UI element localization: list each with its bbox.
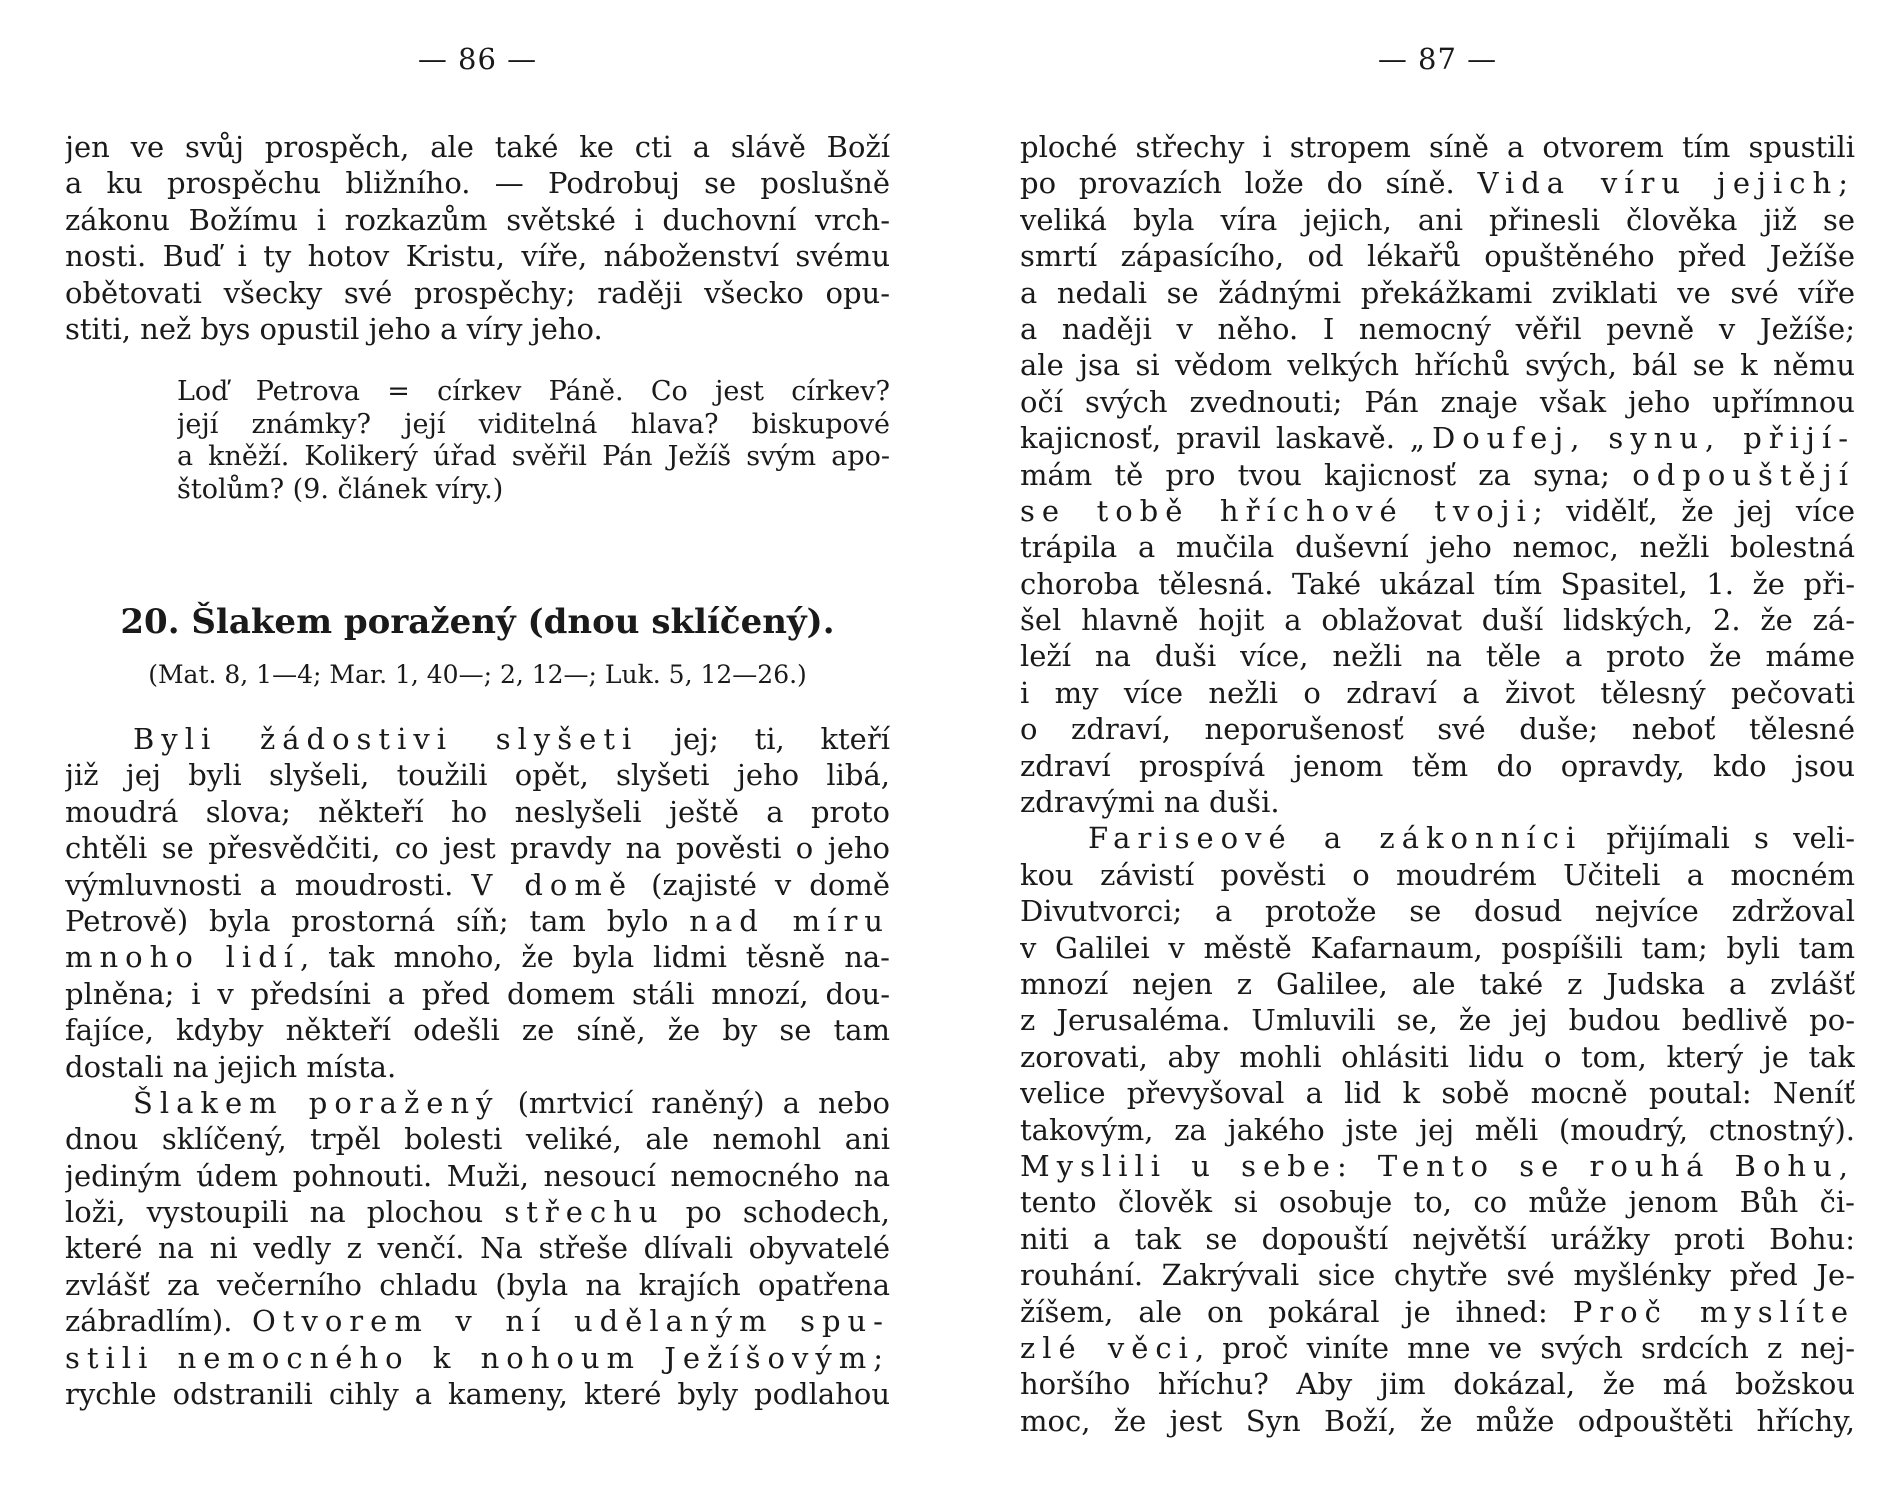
emphasis: Šlakem poražený xyxy=(133,1085,500,1120)
emphasis: „Doufej, synu, přijí- xyxy=(1409,421,1855,456)
left-main-text xyxy=(65,721,890,1412)
text-line xyxy=(1020,420,1855,456)
emphasis: Byli žádostivi slyšeti xyxy=(133,722,639,756)
text-span: (mrtvicí raněný) a nebo xyxy=(499,1085,890,1120)
text-span: mám tě pro tvou kajicnosť za syna; xyxy=(1020,457,1633,492)
section-title: 20. Šlakem poražený (dnou sklíčený). xyxy=(120,602,835,642)
text-line: které na ni vedly z venčí. Na střeše dlívali obyvatelé xyxy=(65,1231,890,1266)
text-line: z Jerusaléma. Umluvili se, že jej budou bedlivě po- xyxy=(1020,1003,1855,1038)
text-line: již jej byli slyšeli, toužili opět, slyšeti jeho libá, xyxy=(65,758,890,793)
text-line: Divutvorci; a protože se dosud nejvíce zdržoval xyxy=(1020,894,1855,929)
note-line: štolům? (9. článek víry.) xyxy=(177,473,504,505)
text-line: fajíce, kdyby někteří odešli ze síně, že by se tam xyxy=(65,1013,890,1048)
text-line xyxy=(1020,820,1855,856)
text-line: a ku prospěchu bližního. — Podrobuj se poslušně xyxy=(65,166,890,201)
text-span: po provazích lože do síně. xyxy=(1020,166,1478,201)
text-line: smrtí zápasícího, od lékařů opuštěného před Ježíše xyxy=(1020,239,1855,274)
text-line: nosti. Buď i ty hotov Kristu, víře, náboženství svému xyxy=(65,239,890,274)
text-line: jediným údem pohnouti. Muži, nesoucí nemocného na xyxy=(65,1158,890,1193)
text-line xyxy=(1020,1330,1855,1366)
text-line xyxy=(1020,457,1855,493)
text-line xyxy=(65,1194,890,1230)
text-line xyxy=(65,939,890,975)
text-line: kou závistí pověsti o moudrém Učiteli a mocném xyxy=(1020,857,1855,892)
emphasis: nad míru xyxy=(689,903,890,938)
text-line: niti a tak se dopouští největší urážky proti Bohu: xyxy=(1020,1221,1855,1256)
text-span: , tak mnoho, že byla lidmi těsně na- xyxy=(300,940,890,975)
text-line: rouhání. Zakrývali sice chytře své myšlénky před Je- xyxy=(1020,1258,1855,1293)
text-span: jej; ti, kteří xyxy=(638,722,890,756)
text-span: , proč viníte mne ve svých srdcích z nej- xyxy=(1194,1330,1855,1365)
text-line: o zdraví, neporušenosť své duše; neboť tělesné xyxy=(1020,712,1855,747)
text-line: dnou sklíčený, trpěl bolesti veliké, ale nemohl ani xyxy=(65,1122,890,1157)
text-line xyxy=(65,1303,890,1339)
text-line: chtěli se přesvědčiti, co jest pravdy na pověsti o jeho xyxy=(65,831,890,866)
right-page xyxy=(1020,0,1855,1500)
text-line: očí svých zvednouti; Pán znaje však jeho upřímnou xyxy=(1020,384,1855,419)
text-line xyxy=(65,903,890,939)
text-span: (zajisté v domě xyxy=(633,867,890,902)
text-line xyxy=(65,867,890,903)
text-span: výmluvnosti a moudrosti. xyxy=(65,867,472,902)
text-line: horšího hříchu? Aby jim dokázal, že má božskou xyxy=(1020,1367,1855,1402)
text-line: trápila a mučila duševní jeho nemoc, nežli bolestná xyxy=(1020,530,1855,565)
left-intro-paragraph xyxy=(65,129,890,347)
text-line: leží na duši více, nežli na těle a proto že máme xyxy=(1020,639,1855,674)
text-line: zákonu Božímu i rozkazům světské i duchovní vrch- xyxy=(65,202,890,237)
text-span: přijímali s veli- xyxy=(1582,821,1855,856)
text-line: zdravými na duši. xyxy=(1020,785,1280,820)
note-line: a kněží. Kolikerý úřad svěřil Pán Ježíš svým apo- xyxy=(177,441,890,472)
emphasis: Proč myslíte xyxy=(1572,1294,1855,1329)
text-line: plněna; i v předsíni a před domem stáli mnozí, dou- xyxy=(65,976,890,1011)
page-number-left: — 86 — xyxy=(417,42,538,76)
text-span: zábradlím). xyxy=(65,1304,253,1339)
emphasis: Fariseové a zákonníci xyxy=(1088,821,1583,856)
emphasis: mnoho lidí xyxy=(65,940,301,975)
text-line: zorovati, aby mohli ohlásiti lidu o tom, který je tak xyxy=(1020,1039,1855,1074)
text-line: obětovati všecky své prospěchy; raději všecko opu- xyxy=(65,275,890,310)
left-page xyxy=(65,0,890,1500)
text-line xyxy=(1020,1294,1855,1330)
text-line: a naději v něho. I nemocný věřil pevně v Ježíše; xyxy=(1020,311,1855,346)
section-references: (Mat. 8, 1—4; Mar. 1, 40—; 2, 12—; Luk. 5, 12—26.) xyxy=(148,660,807,689)
text-line: jen ve svůj prospěch, ale také ke cti a slávě Boží xyxy=(65,130,890,164)
text-line: zvlášť za večerního chladu (byla na krajích opatřena xyxy=(65,1267,890,1302)
text-line: mnozí nejen z Galilee, ale také z Judska a zvlášť xyxy=(1020,966,1855,1001)
catechism-note xyxy=(177,376,890,506)
text-line: zdraví prospívá jenom těm do opravdy, kdo jsou xyxy=(1020,748,1855,783)
text-span: loži, vystoupili na plochou xyxy=(65,1195,505,1230)
text-line-emphasis: Myslili u sebe: Tento se rouhá Bohu, xyxy=(1020,1148,1855,1183)
text-line: tento člověk si osobuje to, co může jenom Bůh či- xyxy=(1020,1185,1855,1220)
text-line: v Galilei v městě Kafarnaum, pospíšili tam; byli tam xyxy=(1020,930,1855,965)
emphasis: zlé věci xyxy=(1020,1330,1195,1365)
text-line xyxy=(65,721,890,757)
text-line: rychle odstranili cihly a kameny, které byly podlahou xyxy=(65,1377,890,1412)
emphasis: odpouštějí xyxy=(1632,457,1855,492)
text-line: i my více nežli o zdraví a život tělesný pečovati xyxy=(1020,675,1855,710)
text-span: žíšem, ale on pokáral je ihned: xyxy=(1020,1294,1573,1329)
text-line: dostali na jejich místa. xyxy=(65,1049,397,1084)
text-span: Petrově) byla prostorná síň; tam bylo xyxy=(65,903,690,938)
note-line: Loď Petrova = církev Páně. Co jest církev? xyxy=(177,376,890,407)
text-span: kajicnosť, pravil laskavě. xyxy=(1020,421,1410,456)
page-number-right: — 87 — xyxy=(1377,42,1498,76)
text-line: choroba tělesná. Také ukázal tím Spasitel, 1. že při- xyxy=(1020,566,1855,601)
text-line: ploché střechy i stropem síně a otvorem tím spustili xyxy=(1020,130,1855,164)
text-line: veliká byla víra jejich, ani přinesli člověka již se xyxy=(1020,202,1855,237)
text-line xyxy=(1020,493,1855,529)
emphasis: se tobě hříchové tvoji xyxy=(1020,493,1533,528)
text-line: a nedali se žádnými překážkami zviklati ve své víře xyxy=(1020,275,1855,310)
text-line-emphasis: stili nemocného k nohoum Ježíšovým; xyxy=(65,1340,890,1375)
text-line xyxy=(65,1085,890,1121)
emphasis: V domě xyxy=(471,867,634,902)
emphasis: střechu xyxy=(504,1195,665,1230)
text-line: moc, že jest Syn Boží, že může odpouštěti hříchy, xyxy=(1020,1403,1855,1438)
right-main-text xyxy=(1020,129,1855,1439)
text-line: takovým, za jakého jste jej měli (moudrý, ctnostný). xyxy=(1020,1112,1855,1147)
text-line: šel hlavně hojit a oblažovat duší lidských, 2. že zá- xyxy=(1020,603,1855,638)
note-line: její známky? její viditelná hlava? biskupové xyxy=(177,408,890,440)
emphasis: Vida víru jejich; xyxy=(1477,166,1855,201)
text-line xyxy=(1020,165,1855,201)
text-line: ale jsa si vědom velkých hříchů svých, bál se k němu xyxy=(1020,348,1855,383)
emphasis: Otvorem v ní udělaným spu- xyxy=(252,1304,890,1339)
text-span: po schodech, xyxy=(664,1195,890,1230)
text-line: velice převyšoval a lid k sobě mocně poutal: Neníť xyxy=(1020,1076,1855,1111)
text-line: moudrá slova; někteří ho neslyšeli ještě a proto xyxy=(65,794,890,829)
text-line: stiti, než bys opustil jeho a víry jeho. xyxy=(65,311,603,346)
text-span: ; vidělť, že jej více xyxy=(1532,493,1855,528)
